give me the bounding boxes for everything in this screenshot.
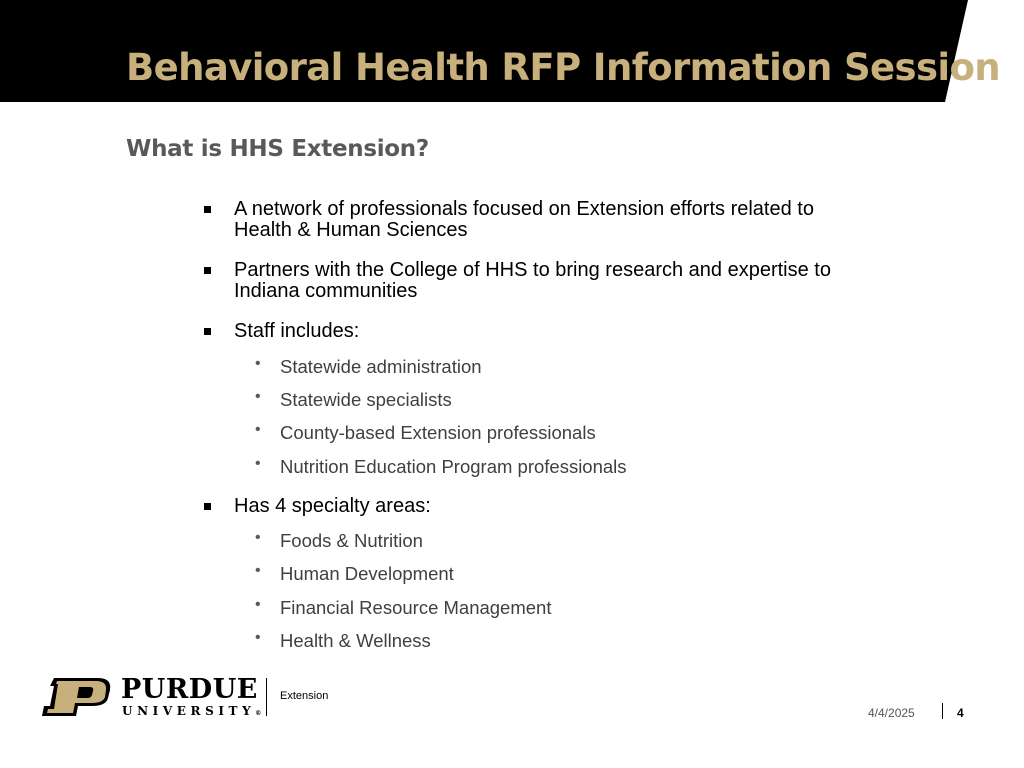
sub-bullet-text: Nutrition Education Program professionals <box>280 456 627 477</box>
dot-bullet-icon: • <box>255 562 261 579</box>
sub-bullet-text: Statewide administration <box>280 356 482 377</box>
square-bullet-icon <box>204 267 211 274</box>
sub-bullet-text: Health & Wellness <box>280 630 431 651</box>
slide-date: 4/4/2025 <box>868 706 915 720</box>
sub-bullet-text: County-based Extension professionals <box>280 422 596 443</box>
sub-bullet-item <box>255 596 552 619</box>
bullet-item <box>234 260 854 302</box>
sub-bullet-item <box>255 629 431 652</box>
dot-bullet-icon: • <box>255 455 261 472</box>
square-bullet-icon <box>204 328 211 335</box>
sub-bullet-text: Foods & Nutrition <box>280 530 423 551</box>
title-bar <box>0 0 1024 102</box>
sub-bullet-text: Financial Resource Management <box>280 597 552 618</box>
bullet-text: Has 4 specialty areas: <box>234 495 431 517</box>
logo-wordmark-university <box>122 704 261 718</box>
logo-wordmark-purdue: PURDUE <box>121 674 258 705</box>
bullet-item <box>234 199 854 241</box>
purdue-p-icon <box>40 676 114 718</box>
sub-bullet-text: Statewide specialists <box>280 389 452 410</box>
logo-wordmark-university-text: UNIVERSITY <box>122 704 256 718</box>
sub-bullet-text: Human Development <box>280 563 454 584</box>
bullet-item <box>234 321 854 342</box>
square-bullet-icon <box>204 503 211 510</box>
dot-bullet-icon: • <box>255 355 261 372</box>
sub-bullet-item <box>255 388 452 411</box>
bullet-item <box>234 496 854 517</box>
dot-bullet-icon: • <box>255 596 261 613</box>
dot-bullet-icon: • <box>255 529 261 546</box>
logo-divider <box>266 678 267 716</box>
bullet-text: A network of professionals focused on Extension efforts related to Health & Human Sciences <box>234 198 814 241</box>
sub-bullet-item <box>255 421 596 444</box>
dot-bullet-icon: • <box>255 388 261 405</box>
bullet-text: Partners with the College of HHS to bring research and expertise to Indiana communities <box>234 259 831 302</box>
slide-number: 4 <box>957 706 964 720</box>
sub-bullet-item <box>255 562 454 585</box>
logo-unit-label: Extension <box>280 690 329 702</box>
footer-divider <box>942 703 943 719</box>
dot-bullet-icon: • <box>255 421 261 438</box>
sub-bullet-item <box>255 455 627 478</box>
purdue-extension-logo <box>40 676 340 722</box>
sub-bullet-item <box>255 355 482 378</box>
dot-bullet-icon: • <box>255 629 261 646</box>
square-bullet-icon <box>204 206 211 213</box>
bullet-text: Staff includes: <box>234 320 360 342</box>
sub-bullet-item <box>255 529 423 552</box>
registered-mark: ® <box>255 710 262 717</box>
slide-title: Behavioral Health RFP Information Session <box>126 46 1001 89</box>
slide-subtitle: What is HHS Extension? <box>126 136 429 162</box>
